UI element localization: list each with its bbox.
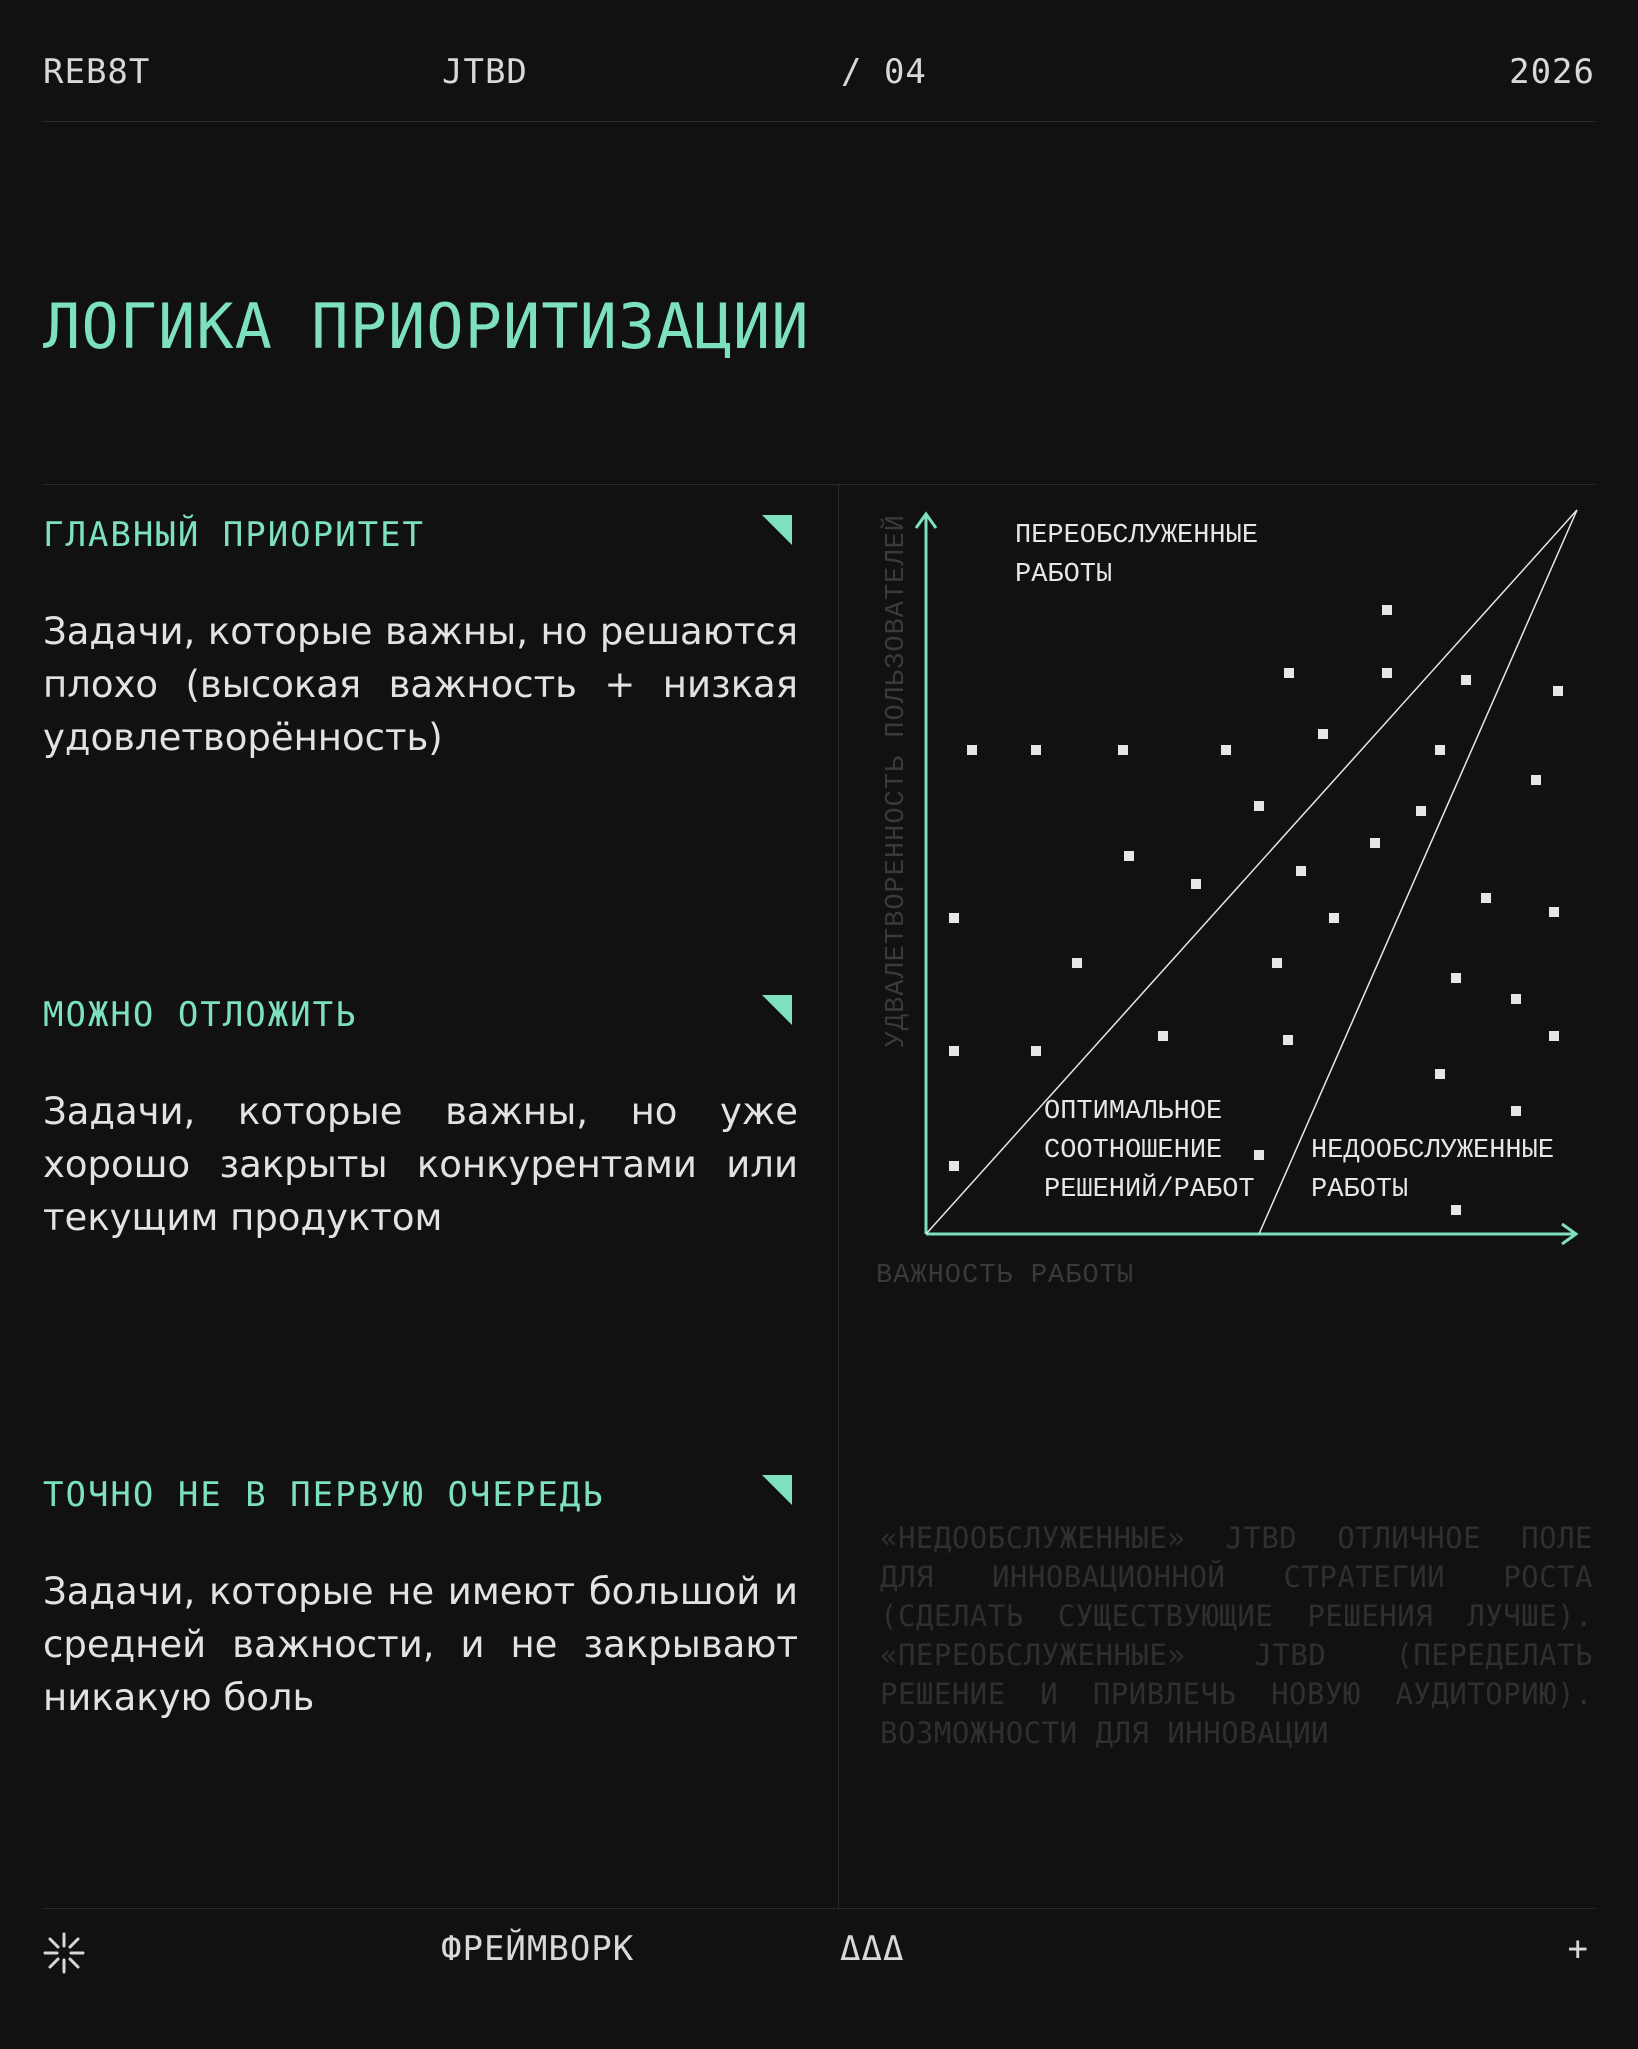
x-axis-label: ВАЖНОСТЬ РАБОТЫ [876, 1261, 1135, 1291]
job-point [1254, 1150, 1264, 1160]
zone-overserved-label-line1: ПЕРЕОБСЛУЖЕННЫЕ [1015, 521, 1259, 551]
job-point [1031, 745, 1041, 755]
job-point [1549, 1031, 1559, 1041]
job-point [1435, 745, 1445, 755]
boundary-line-overserved [926, 510, 1577, 1234]
section-heading: МОЖНО ОТЛОЖИТЬ [43, 995, 358, 1035]
section-can-postpone [43, 995, 798, 1244]
job-point [1072, 958, 1082, 968]
job-point [1329, 913, 1339, 923]
zone-optimal-label-line1: ОПТИМАЛЬНОЕ [1044, 1097, 1223, 1127]
job-point [1549, 907, 1559, 917]
job-point [1451, 1205, 1461, 1215]
topic-label: JTBD [442, 52, 528, 92]
zone-underserved-label-line2: РАБОТЫ [1311, 1175, 1409, 1205]
section-heading: ГЛАВНЫЙ ПРИОРИТЕТ [43, 515, 425, 555]
brand-label: REB8T [43, 52, 151, 92]
corner-triangle-icon [762, 515, 792, 545]
plus-icon[interactable]: + [1567, 1929, 1589, 1969]
job-point [1284, 668, 1294, 678]
job-point [1511, 1106, 1521, 1116]
footer-mark: ΔΔΔ [840, 1929, 905, 1969]
job-point [1191, 879, 1201, 889]
job-point [1296, 866, 1306, 876]
job-point [1031, 1046, 1041, 1056]
section-text: Задачи, которые важны, но решаются плохо (высокая важность + низкая удовлетворённость) [43, 610, 798, 759]
asterisk-icon [43, 1932, 85, 1974]
opportunity-diagram [870, 500, 1600, 1310]
year-label: 2026 [1509, 52, 1595, 92]
job-point [1531, 775, 1541, 785]
header [43, 0, 1595, 122]
corner-triangle-icon [762, 995, 792, 1025]
job-point [1553, 686, 1563, 696]
job-point [1461, 675, 1471, 685]
footer [43, 1908, 1595, 2049]
job-point [1283, 1035, 1293, 1045]
job-point [949, 1161, 959, 1171]
boundary-line-underserved [1259, 510, 1577, 1234]
section-not-first [43, 1475, 798, 1724]
job-point [1318, 729, 1328, 739]
job-point [1382, 605, 1392, 615]
corner-triangle-icon [762, 1475, 792, 1505]
job-point [1272, 958, 1282, 968]
section-heading: ТОЧНО НЕ В ПЕРВУЮ ОЧЕРЕДЬ [43, 1475, 605, 1515]
zone-underserved-label-line1: НЕДООБСЛУЖЕННЫЕ [1311, 1136, 1555, 1166]
job-point [1158, 1031, 1168, 1041]
job-point [949, 913, 959, 923]
job-points [949, 605, 1563, 1215]
footer-framework-label: ФРЕЙМВОРК [441, 1929, 635, 1969]
zone-optimal-label-line2: СООТНОШЕНИЕ [1044, 1136, 1223, 1166]
page-title: ЛОГИКА ПРИОРИТИЗАЦИИ [43, 290, 810, 363]
section-text: Задачи, которые не имеют большой и средней важности, и не закрывают никакую боль [43, 1570, 798, 1719]
y-axis-label: УДВАЛЕТВОРЕННОСТЬ ПОЛЬЗОВАТЕЛЕЙ [882, 514, 912, 1048]
job-point [1370, 838, 1380, 848]
page-number: / 04 [841, 52, 927, 92]
job-point [1118, 745, 1128, 755]
job-point [1416, 806, 1426, 816]
job-point [1481, 893, 1491, 903]
job-point [1124, 851, 1134, 861]
job-point [1435, 1069, 1445, 1079]
zone-optimal-label-line3: РЕШЕНИЙ/РАБОТ [1044, 1175, 1255, 1205]
job-point [1254, 801, 1264, 811]
job-point [1451, 973, 1461, 983]
job-point [1382, 668, 1392, 678]
innovation-note: «НЕДООБСЛУЖЕННЫЕ» JTBD ОТЛИЧНОЕ ПОЛЕ ДЛЯ ИННОВАЦИОННОЙ СТРАТЕГИИ РОСТА (СДЕЛАТЬ СУЩЕСТВУЮЩИЕ РЕШЕНИЯ ЛУЧШЕ). «ПЕРЕОБСЛУЖЕННЫЕ» JTBD (ПЕРЕДЕЛАТЬ РЕШЕНИЕ И ПРИВЛЕЧЬ НОВУЮ АУДИТОРИЮ). ВОЗМОЖНОСТИ ДЛЯ ИННОВАЦИИ [880, 1521, 1593, 1750]
divider-top [43, 484, 1595, 485]
job-point [1511, 994, 1521, 1004]
job-point [1221, 745, 1231, 755]
divider-vertical [838, 485, 839, 1909]
section-text: Задачи, которые важны, но уже хорошо закрыты конкурентами или текущим продуктом [43, 1090, 798, 1239]
section-main-priority [43, 515, 798, 764]
job-point [967, 745, 977, 755]
zone-overserved-label-line2: РАБОТЫ [1015, 560, 1113, 590]
job-point [949, 1046, 959, 1056]
